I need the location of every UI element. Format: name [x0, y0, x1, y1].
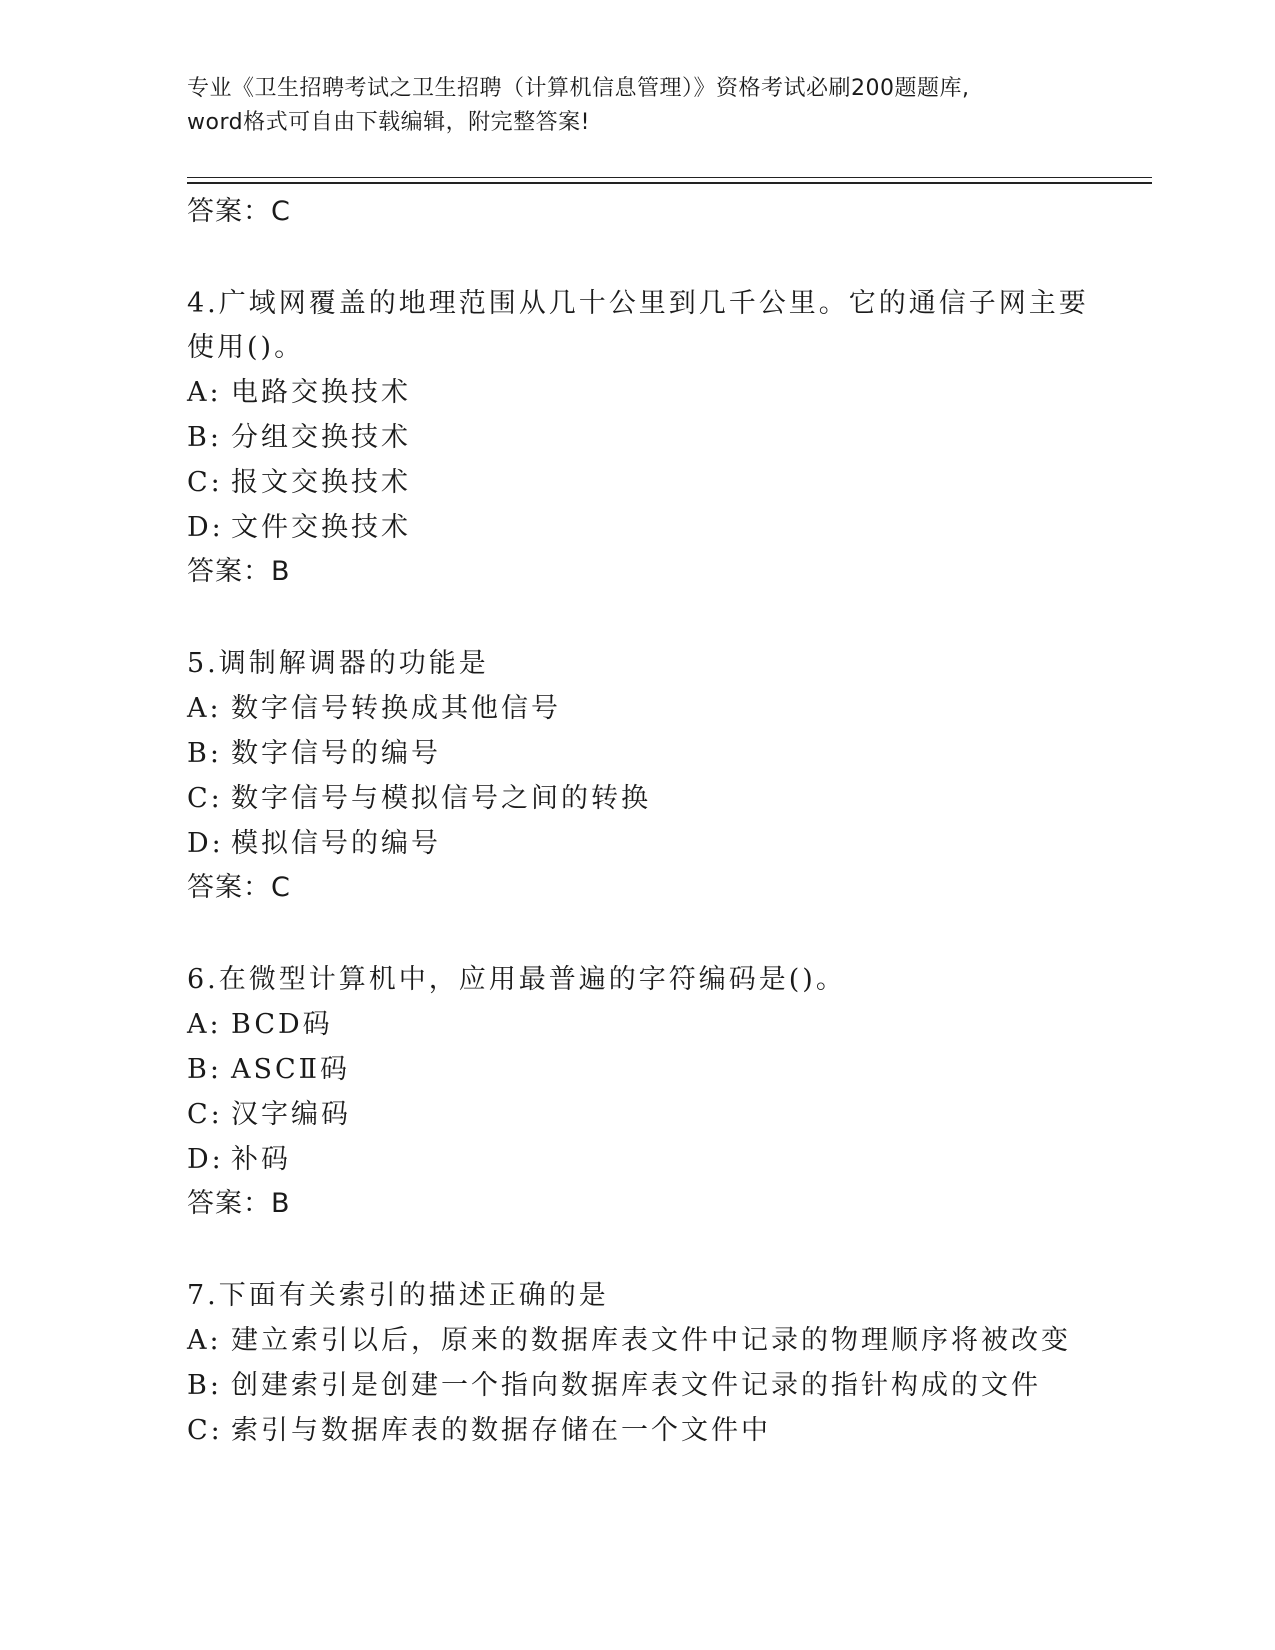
option-letter: B:: [187, 1370, 222, 1401]
question-block: [187, 282, 1107, 594]
option-text: 电路交换技术: [231, 377, 411, 408]
option-letter: A:: [187, 377, 222, 408]
question-stem-line: 5.调制解调器的功能是: [187, 648, 489, 679]
option-letter: D:: [187, 828, 224, 859]
option-letter: D:: [187, 1144, 224, 1175]
header-divider-thin: [187, 177, 1152, 178]
option-letter: C:: [187, 1415, 223, 1446]
question-stem: [187, 642, 1107, 686]
option-text: 建立索引以后，原来的数据库表文件中记录的物理顺序将被改变: [231, 1325, 1071, 1356]
option-d: [187, 505, 1107, 550]
option-letter: B:: [187, 1054, 222, 1085]
option-text: ASCⅡ码: [231, 1054, 351, 1085]
option-letter: B:: [187, 738, 222, 769]
option-text: 文件交换技术: [231, 512, 411, 543]
option-text: 数字信号与模拟信号之间的转换: [231, 783, 651, 814]
option-text: 模拟信号的编号: [231, 828, 441, 859]
option-letter: B:: [187, 422, 222, 453]
option-b: [187, 1047, 1107, 1092]
option-letter: C:: [187, 783, 223, 814]
option-a: [187, 1002, 1107, 1047]
answer-line: 答案：B: [187, 1188, 291, 1219]
option-text: 索引与数据库表的数据存储在一个文件中: [231, 1415, 771, 1446]
option-a: [187, 686, 1107, 731]
question-block: [187, 958, 1107, 1226]
option-text: 补码: [231, 1144, 291, 1175]
question-block: [187, 1274, 1107, 1453]
option-b: [187, 731, 1107, 776]
question-stem-line: 6.在微型计算机中，应用最普遍的字符编码是()。: [187, 964, 846, 995]
option-c: [187, 1092, 1107, 1137]
option-letter: A:: [187, 693, 222, 724]
option-text: 汉字编码: [231, 1099, 351, 1130]
option-letter: A:: [187, 1009, 222, 1040]
option-b: [187, 1363, 1107, 1408]
option-text: 数字信号的编号: [231, 738, 441, 769]
question-stem-line: 使用()。: [187, 332, 305, 363]
option-letter: C:: [187, 467, 223, 498]
option-d: [187, 821, 1107, 866]
header-title-line-2: word格式可自由下载编辑，附完整答案!: [187, 110, 590, 135]
option-text: 创建索引是创建一个指向数据库表文件记录的指针构成的文件: [231, 1370, 1041, 1401]
question-block: [187, 642, 1107, 910]
question-stem: [187, 958, 1107, 1002]
option-a: [187, 1318, 1107, 1363]
answer-line: 答案：C: [187, 196, 291, 227]
document-body: [187, 190, 1107, 1453]
option-c: [187, 776, 1107, 821]
option-text: 数字信号转换成其他信号: [231, 693, 561, 724]
option-letter: C:: [187, 1099, 223, 1130]
answer-line: 答案：C: [187, 872, 291, 903]
option-d: [187, 1137, 1107, 1182]
question-stem-line: 7.下面有关索引的描述正确的是: [187, 1280, 609, 1311]
header-title-line-1: 专业《卫生招聘考试之卫生招聘（计算机信息管理）》资格考试必刷200题题库,: [187, 76, 970, 101]
option-text: 分组交换技术: [231, 422, 411, 453]
option-letter: A:: [187, 1325, 222, 1356]
option-letter: D:: [187, 512, 224, 543]
option-c: [187, 460, 1107, 505]
document-header: [187, 72, 1067, 140]
option-text: BCD码: [231, 1009, 333, 1040]
option-a: [187, 370, 1107, 415]
question-stem: [187, 282, 1107, 370]
question-stem-line: 4.广域网覆盖的地理范围从几十公里到几千公里。它的通信子网主要: [187, 288, 1089, 319]
header-divider-thick: [187, 182, 1152, 184]
question-stem: [187, 1274, 1107, 1318]
option-c: [187, 1408, 1107, 1453]
option-text: 报文交换技术: [231, 467, 411, 498]
option-b: [187, 415, 1107, 460]
answer-line: 答案：B: [187, 556, 291, 587]
